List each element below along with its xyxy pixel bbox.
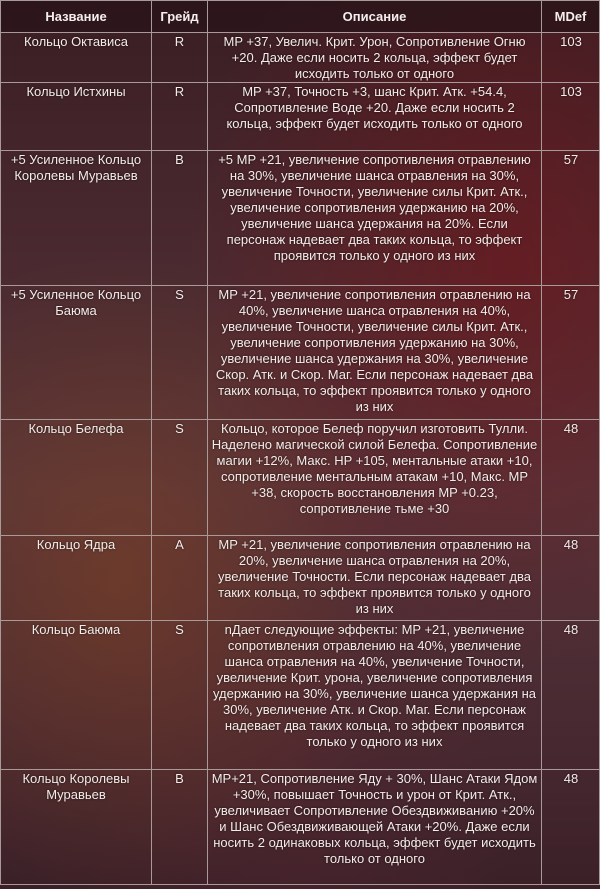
table-row bbox=[1, 536, 600, 621]
cell-mdef: 57 bbox=[542, 151, 600, 286]
column-header-name[interactable]: Название bbox=[1, 1, 152, 33]
cell-description: MP +21, увеличение сопротивления отравлению на 20%, увеличение шанса отравления на 20%, увеличение Точности. Если персонаж надевает два таких кольца, то эффект проявится только у одного из них bbox=[208, 536, 542, 621]
cell-description: Кольцо, которое Белеф поручил изготовить Тулли. Наделено магической силой Белефа. Сопротивление магии +12%, Макс. HP +105, ментальные атаки +10, сопротивление ментальным атакам +10, Макс. MP +38, скорость восстановления MP +0.23, сопротивление тьме +30 bbox=[208, 420, 542, 536]
table-row bbox=[1, 770, 600, 885]
table-row bbox=[1, 83, 600, 151]
column-header-description[interactable]: Описание bbox=[208, 1, 542, 33]
cell-description: MP +37, Точность +3, шанс Крит. Атк. +54.4, Сопротивление Воде +20. Даже если носить 2 кольца, эффект будет исходить только от одного bbox=[208, 83, 542, 151]
cell-description: nДает следующие эффекты: MP +21, увеличение сопротивления отравлению на 40%, увеличение шанса отравления на 40%, увеличение Точности, увеличение Крит. урона, увеличение сопротивления удержанию на 30%, увеличение шанса удержания на 30%, увеличение Атк. и Скор. Маг. Если персонаж надевает два таких кольца, то эффект проявится только у одного из них bbox=[208, 621, 542, 770]
cell-name: Кольцо Белефа bbox=[1, 420, 152, 536]
cell-mdef: 48 bbox=[542, 420, 600, 536]
cell-grade: S bbox=[152, 420, 208, 536]
cell-name: Кольцо Октависа bbox=[1, 33, 152, 83]
cell-grade: A bbox=[152, 536, 208, 621]
column-header-mdef[interactable]: MDef bbox=[542, 1, 600, 33]
table-header-row bbox=[1, 1, 600, 33]
cell-grade: R bbox=[152, 83, 208, 151]
cell-name: Кольцо Баюма bbox=[1, 621, 152, 770]
cell-name: Кольцо Истхины bbox=[1, 83, 152, 151]
cell-mdef: 48 bbox=[542, 536, 600, 621]
cell-grade: B bbox=[152, 151, 208, 286]
column-header-grade[interactable]: Грейд bbox=[152, 1, 208, 33]
cell-grade: S bbox=[152, 286, 208, 420]
cell-mdef: 103 bbox=[542, 33, 600, 83]
table-row bbox=[1, 33, 600, 83]
cell-name: +5 Усиленное Кольцо Королевы Муравьев bbox=[1, 151, 152, 286]
cell-name: +5 Усиленное Кольцо Баюма bbox=[1, 286, 152, 420]
cell-mdef: 48 bbox=[542, 770, 600, 885]
cell-description: MP+21, Сопротивление Яду + 30%, Шанс Атаки Ядом +30%, повышает Точность и урон от Крит. Атк., увеличивает Сопротивление Обездвиживанию +20% и Шанс Обездвиживающей Атаки +20%. Даже если носить 2 одинаковых кольца, эффект будет исходить только от одного bbox=[208, 770, 542, 885]
cell-grade: S bbox=[152, 621, 208, 770]
cell-mdef: 103 bbox=[542, 83, 600, 151]
cell-mdef: 48 bbox=[542, 621, 600, 770]
table-row bbox=[1, 621, 600, 770]
table-row bbox=[1, 151, 600, 286]
cell-name: Кольцо Королевы Муравьев bbox=[1, 770, 152, 885]
cell-description: MP +21, увеличение сопротивления отравлению на 40%, увеличение шанса отравления на 40%, увеличение Точности, увеличение силы Крит. Атк., увеличение сопротивления удержанию на 30%, увеличение шанса удержания на 30%, увеличение Скор. Атк. и Скор. Маг. Если персонаж надевает два таких кольца, то эффект проявится только у одного из них bbox=[208, 286, 542, 420]
table-row bbox=[1, 286, 600, 420]
cell-grade: B bbox=[152, 770, 208, 885]
cell-grade: R bbox=[152, 33, 208, 83]
table-row bbox=[1, 420, 600, 536]
cell-description: +5 MP +21, увеличение сопротивления отравлению на 30%, увеличение шанса отравления на 30%, увеличение Точности, увеличение силы Крит. Атк., увеличение сопротивления удержанию на 20%, увеличение шанса удержания на 20%. Если персонаж надевает два таких кольца, то эффект проявится только у одного из них bbox=[208, 151, 542, 286]
cell-description: MP +37, Увелич. Крит. Урон, Сопротивление Огню +20. Даже если носить 2 кольца, эффект будет исходить только от одного bbox=[208, 33, 542, 83]
cell-mdef: 57 bbox=[542, 286, 600, 420]
cell-name: Кольцо Ядра bbox=[1, 536, 152, 621]
